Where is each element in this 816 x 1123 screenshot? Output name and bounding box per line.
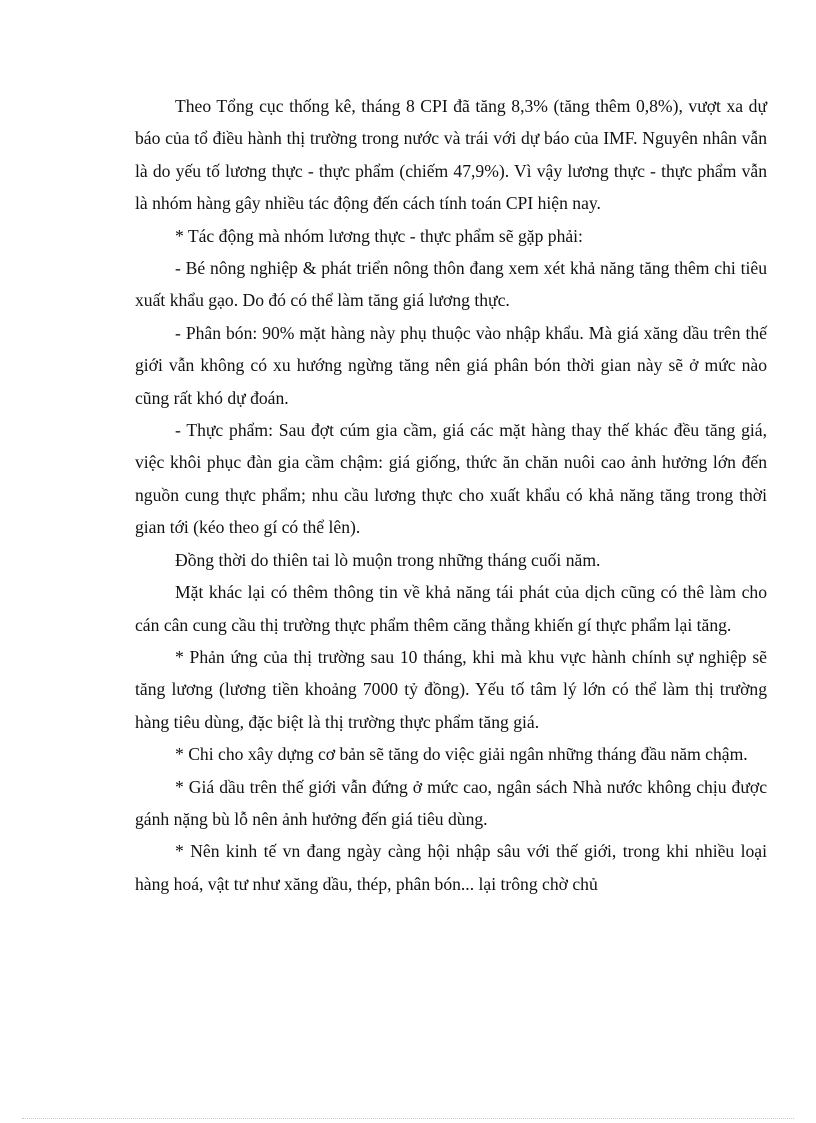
paragraph-cpi-overview: Theo Tổng cục thống kê, tháng 8 CPI đã tăng 8,3% (tăng thêm 0,8%), vượt xa dự báo của tổ điều hành thị trường trong nước và trái với dự báo của IMF. Nguyên nhân vẫn là do yếu tố lương thực - thực phẩm (chiếm 47,9%). Vì vậy lương thực - thực phẩm vẫn là nhóm hàng gây nhiều tác động đến cách tính toán CPI hiện nay. [135, 96, 767, 214]
paragraph-market-reaction: * Phản ứng của thị trường sau 10 tháng, khi mà khu vực hành chính sự nghiệp sẽ tăng lương (lương tiền khoảng 7000 tỷ đồng). Yếu tố tâm lý lớn có thể làm thị trường hàng tiêu dùng, đặc biệt là thị trường thực phẩm tăng giá. [135, 646, 767, 732]
paragraph-integration: * Nên kinh tế vn đang ngày càng hội nhập sâu với thế giới, trong khi nhiều loại hàng hoá, vật tư như xăng dầu, thép, phân bón... lại trông chờ chủ [135, 841, 767, 894]
paragraph-impact-heading: * Tác động mà nhóm lương thực - thực phẩm sẽ gặp phải: [175, 225, 583, 246]
paragraph-natural-disaster: Đồng thời do thiên tai lò muộn trong những tháng cuối năm. [175, 549, 601, 570]
paragraph-construction-spending: * Chi cho xây dựng cơ bản sẽ tăng do việc giải ngân những tháng đầu năm chậm. [175, 744, 748, 765]
paragraph-fertilizer: - Phân bón: 90% mặt hàng này phụ thuộc vào nhập khẩu. Mà giá xăng dầu trên thế giới vẫn không có xu hướng ngừng tăng nên giá phân bón thời gian này sẽ ở mức nào cũng rất khó dự đoán. [135, 322, 767, 408]
page-bottom-divider [22, 1118, 794, 1119]
paragraph-epidemic: Mặt khác lại có thêm thông tin về khả năng tái phát của dịch cũng có thê làm cho cán cân cung cầu thị trường thực phẩm thêm căng thẳng khiến gí thực phẩm lại tăng. [135, 582, 767, 635]
paragraph-agriculture-ministry: - Bé nông nghiệp & phát triển nông thôn đang xem xét khả năng tăng thêm chi tiêu xuất khẩu gạo. Do đó có thể làm tăng giá lương thực. [135, 258, 767, 311]
document-body [135, 90, 767, 900]
paragraph-oil-price: * Giá dầu trên thế giới vẫn đứng ở mức cao, ngân sách Nhà nước không chịu được gánh nặng bù lỗ nên ảnh hưởng đến giá tiêu dùng. [135, 776, 767, 829]
paragraph-food: - Thực phẩm: Sau đợt cúm gia cầm, giá các mặt hàng thay thế khác đều tăng giá, việc khôi phục đàn gia cầm chậm: giá giống, thức ăn chăn nuôi cao ảnh hưởng lớn đến nguồn cung thực phẩm; nhu cầu lương thực cho xuất khẩu có khả năng tăng trong thời gian tới (kéo theo gí có thể lên). [135, 420, 767, 538]
